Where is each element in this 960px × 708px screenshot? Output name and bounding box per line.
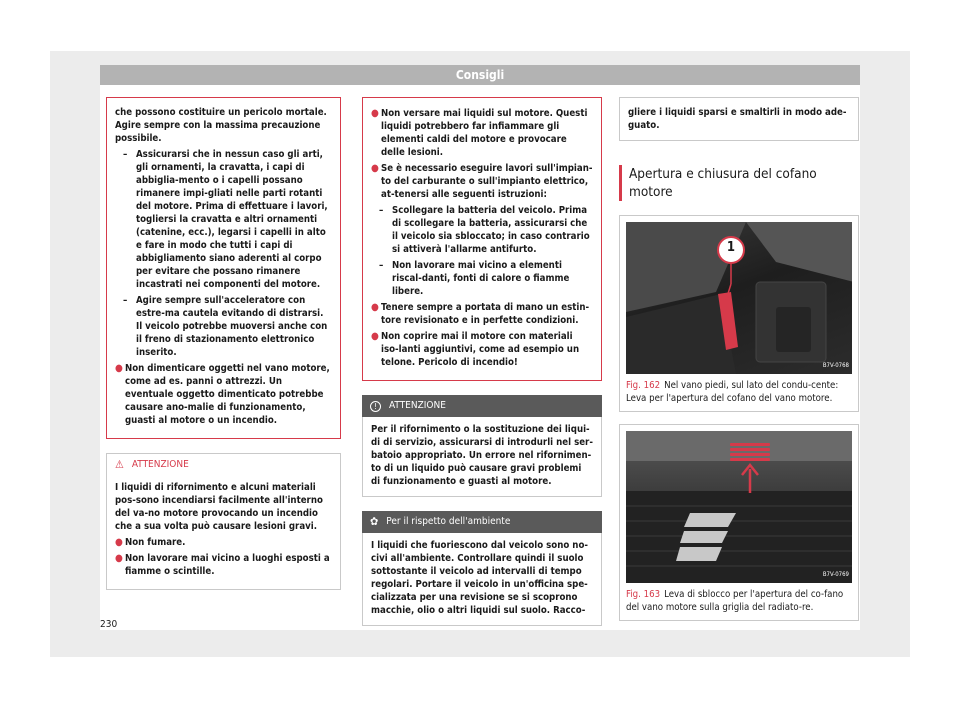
column-1 — [106, 97, 341, 590]
figure-162-caption: Fig. 162 Nel vano piedi, sul lato del condu-cente: Leva per l'apertura del cofano del vano motore. — [626, 380, 839, 404]
warning-body: I liquidi di rifornimento e alcuni materiali pos-sono incendiarsi facilmente all'interno del va-no motore provocando un incendio che a sua volta può causare lesioni gravi. ● Non fumare. ● Non lavorare mai vicino a luoghi esposti a fiamme o scintille. — [106, 475, 341, 590]
page-header: Consigli — [100, 65, 860, 85]
warning-box — [106, 453, 341, 590]
dash-item: – Agire sempre sull'acceleratore con estre-ma cautela evitando di distrarsi. Il veicolo potrebbe muoversi anche con il freno di stazionamento elettronico inserito. — [123, 295, 328, 358]
environment-box — [362, 511, 602, 626]
section-heading — [619, 165, 859, 201]
column-2 — [362, 97, 602, 626]
box-intro-text: che possono costituire un pericolo mortale. Agire sempre con la massima precauzione possibile. — [115, 107, 327, 144]
info-circle-icon: ! — [370, 401, 381, 412]
dash-item: – Assicurarsi che in nessun caso gli arti, gli ornamenti, la cravatta, i capi di abbiglia-mento o i capelli possano rimanere impi-gliati nelle parti rotanti del motore. Prima di effettuare i lavori, togliersi la cravatta e altri ornamenti (catenine, ecc.), legarsi i capelli in alto e fare in modo che tutti i capi di abbigliamento siano aderenti al corpo per evitare che possano rimanere incastrati nei componenti del motore. — [123, 149, 328, 290]
warning-header: ⚠ ATTENZIONE — [106, 453, 341, 475]
bullet-item: ● Non coprire mai il motore con materiali iso-lanti aggiuntivi, come ad esempio un telone. Pericolo di incendio! — [371, 331, 580, 368]
image-code: B7V-0768 — [822, 362, 849, 369]
warning-triangle-icon: ⚠ — [115, 457, 124, 471]
figure-163-photo — [626, 431, 852, 583]
bullet-item: ● Non dimenticare oggetti nel vano motore, come ad es. panni o attrezzi. Un eventuale oggetto dimenticato potrebbe causare ano-malie di funzionamento, guasti al motore o un incendio. — [115, 363, 330, 426]
figure-162-photo — [626, 222, 852, 374]
bullet-item: ● Se è necessario eseguire lavori sull'impian-to del carburante o sull'impianto elettrico, at-tenersi alle seguenti istruzioni: — [371, 163, 593, 200]
notice-box — [362, 395, 602, 497]
bullet-item: ● Non fumare. — [115, 537, 186, 548]
bullet-item: ● Non lavorare mai vicino a luoghi esposti a fiamme o scintille. — [115, 553, 330, 577]
environment-leaf-icon: ✿ — [370, 515, 379, 528]
environment-header: ✿ Per il rispetto dell'ambiente — [362, 511, 602, 533]
environment-body: I liquidi che fuoriescono dal veicolo sono no-civi all'ambiente. Controllare quindi il suolo sottostante il veicolo ad intervalli di tempo regolari. Portare il veicolo in un'officina spe-cializzata per una revisione se si scoprono macchie, olio o altri liquidi sul suolo. Racco- — [362, 533, 602, 626]
notice-header: ! ATTENZIONE — [362, 395, 602, 417]
callout-marker: 1 — [726, 240, 736, 255]
warning-continuation-box — [106, 97, 341, 439]
figure-163-caption: Fig. 163 Leva di sblocco per l'apertura del co-fano del vano motore sulla griglia del radiato-re. — [626, 589, 844, 613]
warning-continuation-box — [362, 97, 602, 381]
radiator-grille-illustration — [626, 431, 852, 583]
notice-body: Per il rifornimento o la sostituzione dei liqui-di di servizio, assicurarsi di introdurli nel ser-batoio appropriato. Un errore nel rifornimen-to di un liquido può causare gravi problemi di funzionamento e guasti al motore. — [362, 417, 602, 497]
figure-162 — [619, 215, 859, 412]
page-content — [100, 85, 860, 630]
dash-item: – Non lavorare mai vicino a elementi riscal-danti, fonti di calore o fiamme libere. — [379, 260, 570, 297]
figure-163 — [619, 424, 859, 621]
image-code: B7V-0769 — [822, 571, 849, 578]
bullet-item: ● Non versare mai liquidi sul motore. Questi liquidi potrebbero far infiammare gli elementi caldi del motore e provocare delle lesioni. — [371, 108, 588, 158]
page-number: 230 — [100, 619, 118, 630]
environment-continuation-box: gliere i liquidi sparsi e smaltirli in modo ade-guato. — [619, 97, 859, 141]
dash-item: – Scollegare la batteria del veicolo. Prima di scollegare la batteria, assicurarsi che il veicolo sia sbloccato; in caso contrario si attiverà l'allarme antifurto. — [379, 205, 590, 255]
column-3 — [619, 97, 859, 621]
bullet-item: ● Tenere sempre a portata di mano un estin-tore revisionato e in perfette condizioni. — [371, 302, 590, 326]
footwell-illustration — [626, 222, 852, 374]
section-title: Apertura e chiusura del cofano motore — [619, 165, 859, 201]
